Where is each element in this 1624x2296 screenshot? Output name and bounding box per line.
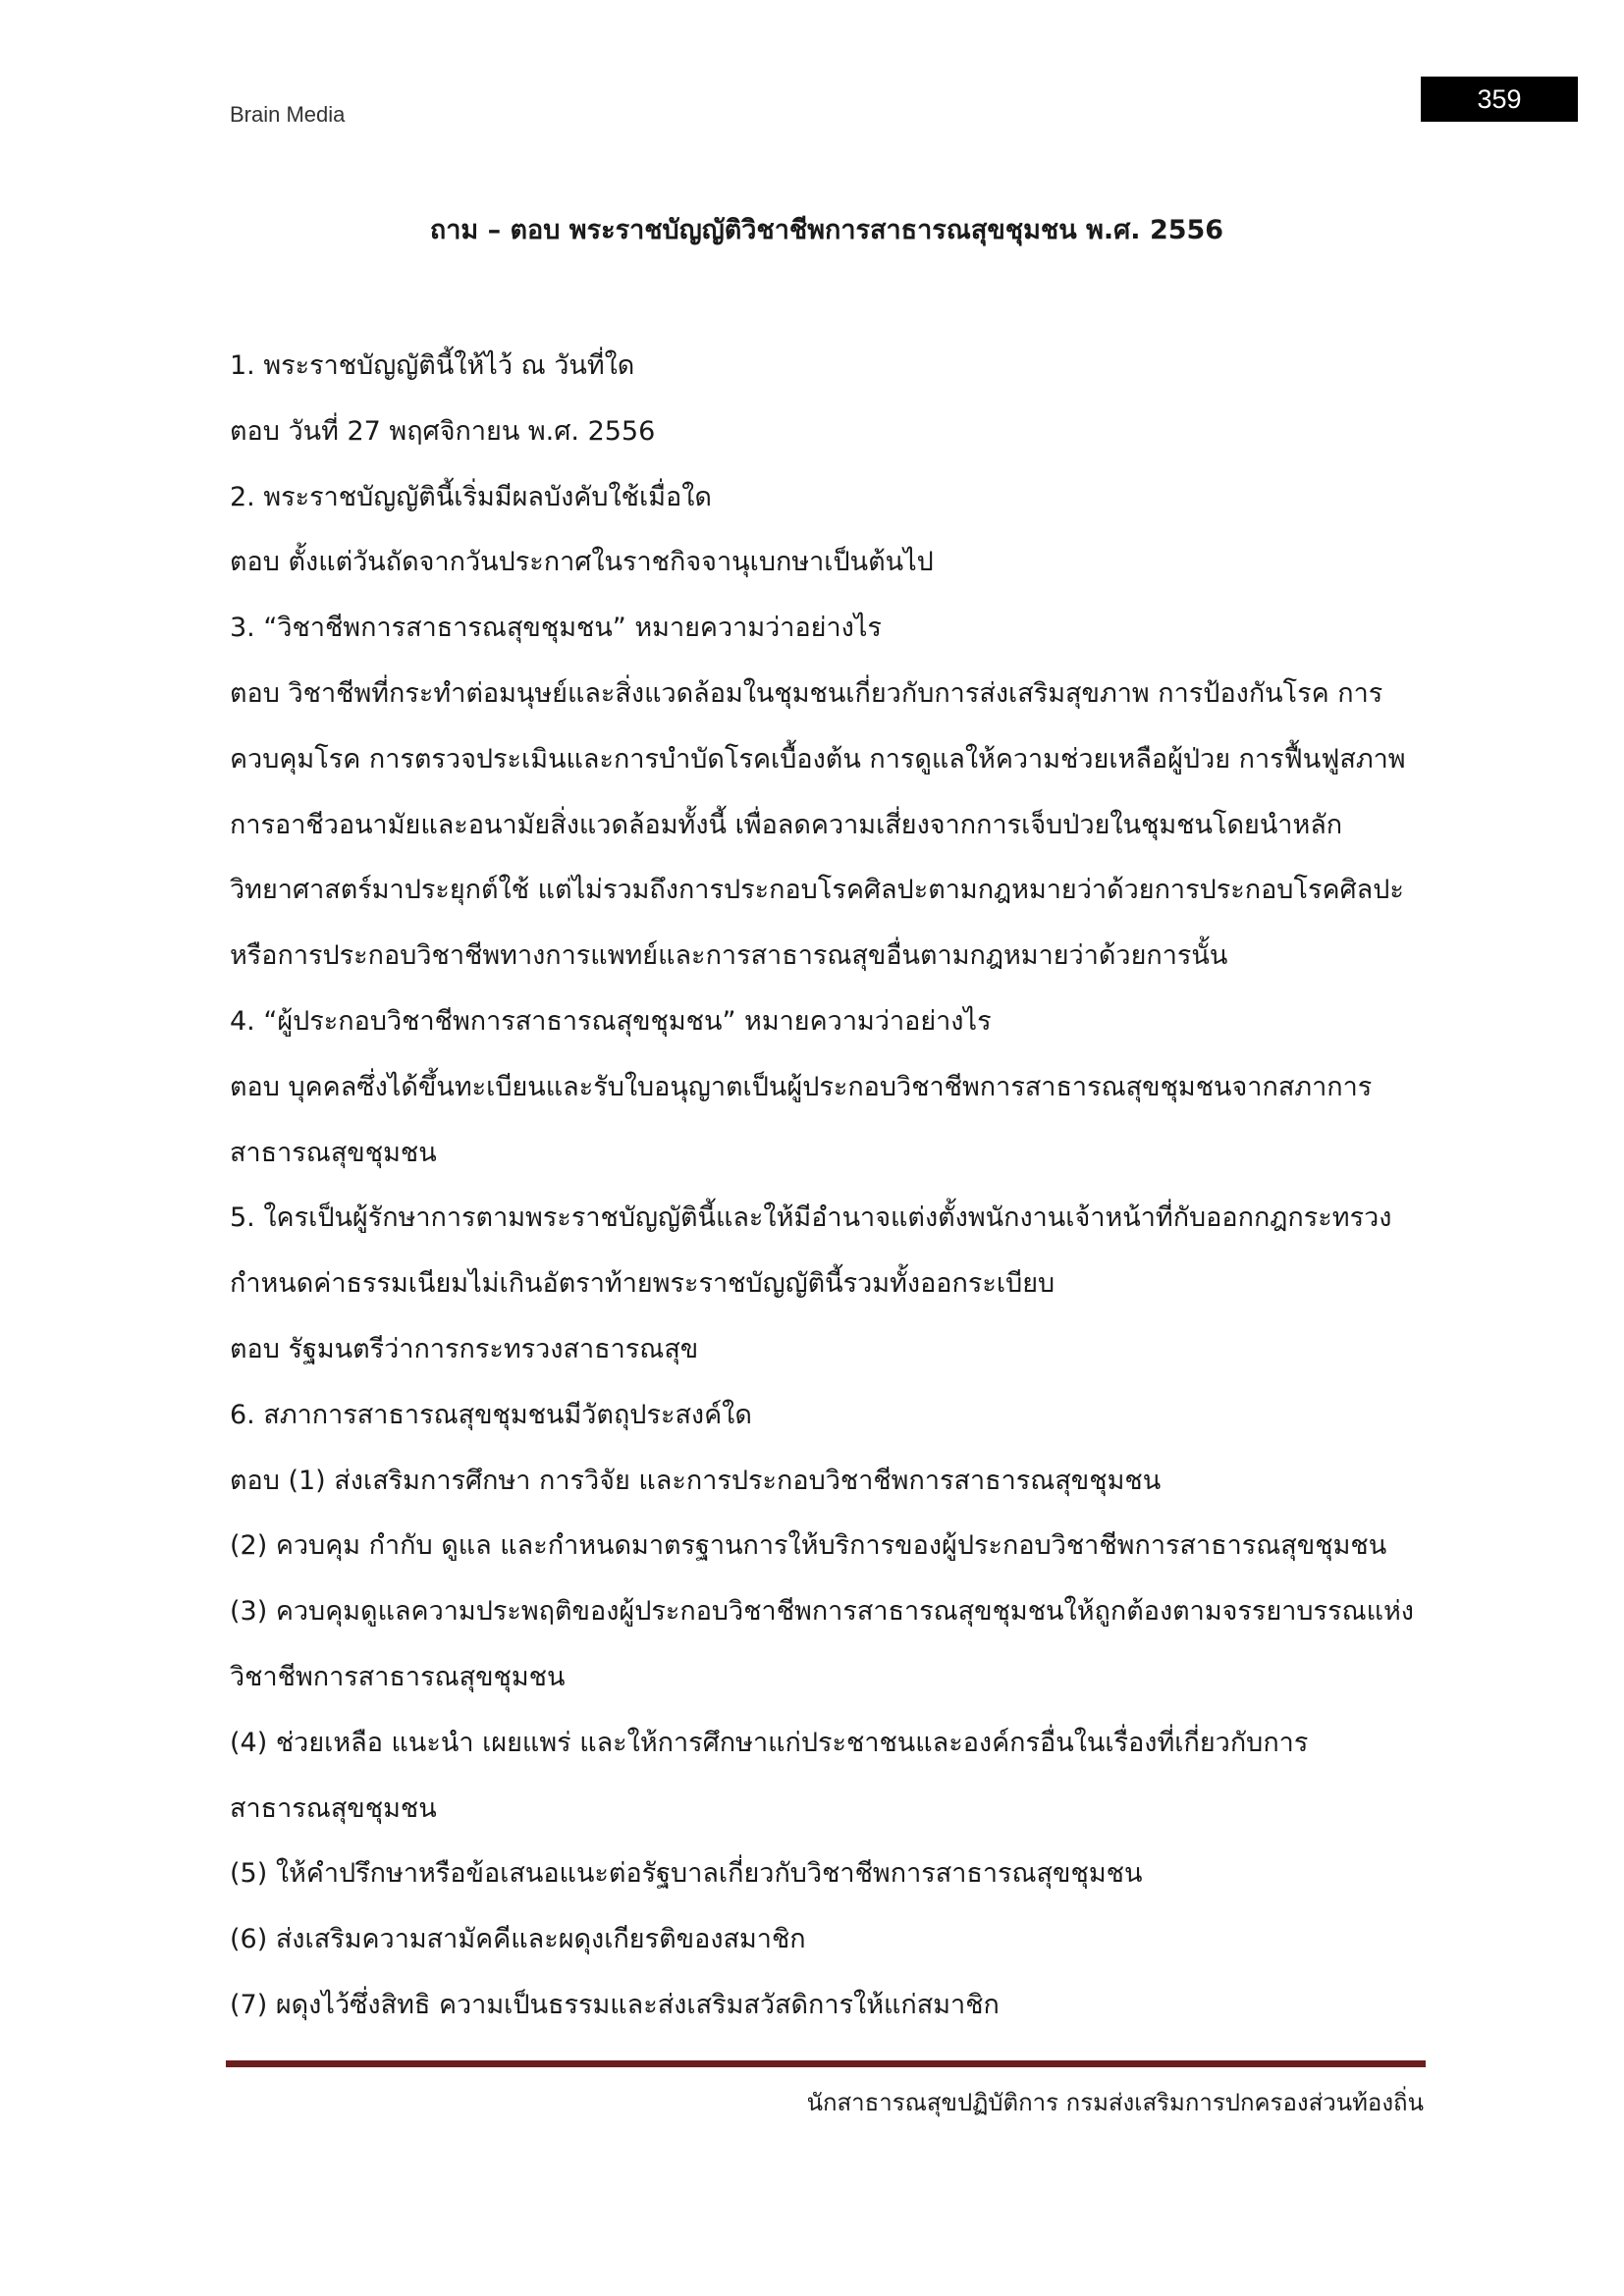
- body-line: (5) ให้คำปรึกษาหรือข้อเสนอแนะต่อรัฐบาลเกี่ยวกับวิชาชีพการสาธารณสุขชุมชน: [230, 1858, 1143, 1890]
- body-line: กำหนดค่าธรรมเนียมไม่เกินอัตราท้ายพระราชบัญญัตินี้รวมทั้งออกระเบียบ: [230, 1268, 1056, 1300]
- body-line: 4. “ผู้ประกอบวิชาชีพการสาธารณสุขชุมชน” หมายความว่าอย่างไร: [230, 1005, 992, 1037]
- body-line: 5. ใครเป็นผู้รักษาการตามพระราชบัญญัตินี้และให้มีอำนาจแต่งตั้งพนักงานเจ้าหน้าที่กับออกกฎกระทรวง: [230, 1202, 1392, 1234]
- body-line: (7) ผดุงไว้ซึ่งสิทธิ ความเป็นธรรมและส่งเสริมสวัสดิการให้แก่สมาชิก: [230, 1989, 1000, 2020]
- footer-text: นักสาธารณสุขปฏิบัติการ กรมส่งเสริมการปกครองส่วนท้องถิ่น: [806, 2089, 1424, 2116]
- body-line: (2) ควบคุม กำกับ ดูแล และกำหนดมาตรฐานการให้บริการของผู้ประกอบวิชาชีพการสาธารณสุขชุมชน: [230, 1530, 1387, 1562]
- body-line: การอาชีวอนามัยและอนามัยสิ่งแวดล้อมทั้งนี้ เพื่อลดความเสี่ยงจากการเจ็บป่วยในชุมชนโดยนำหลัก: [230, 809, 1343, 840]
- page-title: ถาม – ตอบ พระราชบัญญัติวิชาชีพการสาธารณสุขชุมชน พ.ศ. 2556: [429, 215, 1224, 245]
- body-line: 1. พระราชบัญญัตินี้ให้ไว้ ณ วันที่ใด: [230, 350, 635, 381]
- body-line: ตอบ ตั้งแต่วันถัดจากวันประกาศในราชกิจจานุเบกษาเป็นต้นไป: [230, 547, 934, 578]
- publisher-name: Brain Media: [230, 102, 346, 127]
- footer-divider: [226, 2060, 1426, 2067]
- body-line: ตอบ บุคคลซึ่งได้ขึ้นทะเบียนและรับใบอนุญาตเป็นผู้ประกอบวิชาชีพการสาธารณสุขชุมชนจากสภาการ: [230, 1071, 1373, 1102]
- body-line: ควบคุมโรค การตรวจประเมินและการบำบัดโรคเบื้องต้น การดูแลให้ความช่วยเหลือผู้ป่วย การฟื้นฟูสภาพ: [230, 743, 1406, 774]
- body-line: วิทยาศาสตร์มาประยุกต์ใช้ แต่ไม่รวมถึงการประกอบโรคศิลปะตามกฎหมายว่าด้วยการประกอบโรคศิลปะ: [230, 875, 1404, 906]
- body-line: ตอบ รัฐมนตรีว่าการกระทรวงสาธารณสุข: [230, 1333, 699, 1364]
- body-line: หรือการประกอบวิชาชีพทางการแพทย์และการสาธารณสุขอื่นตามกฎหมายว่าด้วยการนั้น: [230, 940, 1228, 972]
- page-number-badge: 359: [1421, 77, 1578, 122]
- body-line: ตอบ (1) ส่งเสริมการศึกษา การวิจัย และการประกอบวิชาชีพการสาธารณสุขชุมชน: [230, 1465, 1162, 1496]
- body-line: วิชาชีพการสาธารณสุขชุมชน: [230, 1661, 566, 1692]
- body-line: ตอบ วิชาชีพที่กระทำต่อมนุษย์และสิ่งแวดล้อมในชุมชนเกี่ยวกับการส่งเสริมสุขภาพ การป้องกันโรค การ: [230, 677, 1383, 709]
- body-line: 6. สภาการสาธารณสุขชุมชนมีวัตถุประสงค์ใด: [230, 1399, 752, 1430]
- qa-body: [230, 334, 1437, 2039]
- body-line: (3) ควบคุมดูแลความประพฤติของผู้ประกอบวิชาชีพการสาธารณสุขชุมชนให้ถูกต้องตามจรรยาบรรณแห่ง: [230, 1596, 1414, 1628]
- body-line: (6) ส่งเสริมความสามัคคีและผดุงเกียรติของสมาชิก: [230, 1924, 806, 1955]
- body-line: สาธารณสุขชุมชน: [230, 1792, 437, 1824]
- body-line: (4) ช่วยเหลือ แนะนำ เผยแพร่ และให้การศึกษาแก่ประชาชนและองค์กรอื่นในเรื่องที่เกี่ยวกับการ: [230, 1727, 1309, 1758]
- body-line: สาธารณสุขชุมชน: [230, 1137, 437, 1168]
- body-line: ตอบ วันที่ 27 พฤศจิกายน พ.ศ. 2556: [230, 415, 656, 447]
- body-line: 2. พระราชบัญญัตินี้เริ่มมีผลบังคับใช้เมื่อใด: [230, 481, 712, 512]
- body-line: 3. “วิชาชีพการสาธารณสุขชุมชน” หมายความว่าอย่างไร: [230, 613, 882, 644]
